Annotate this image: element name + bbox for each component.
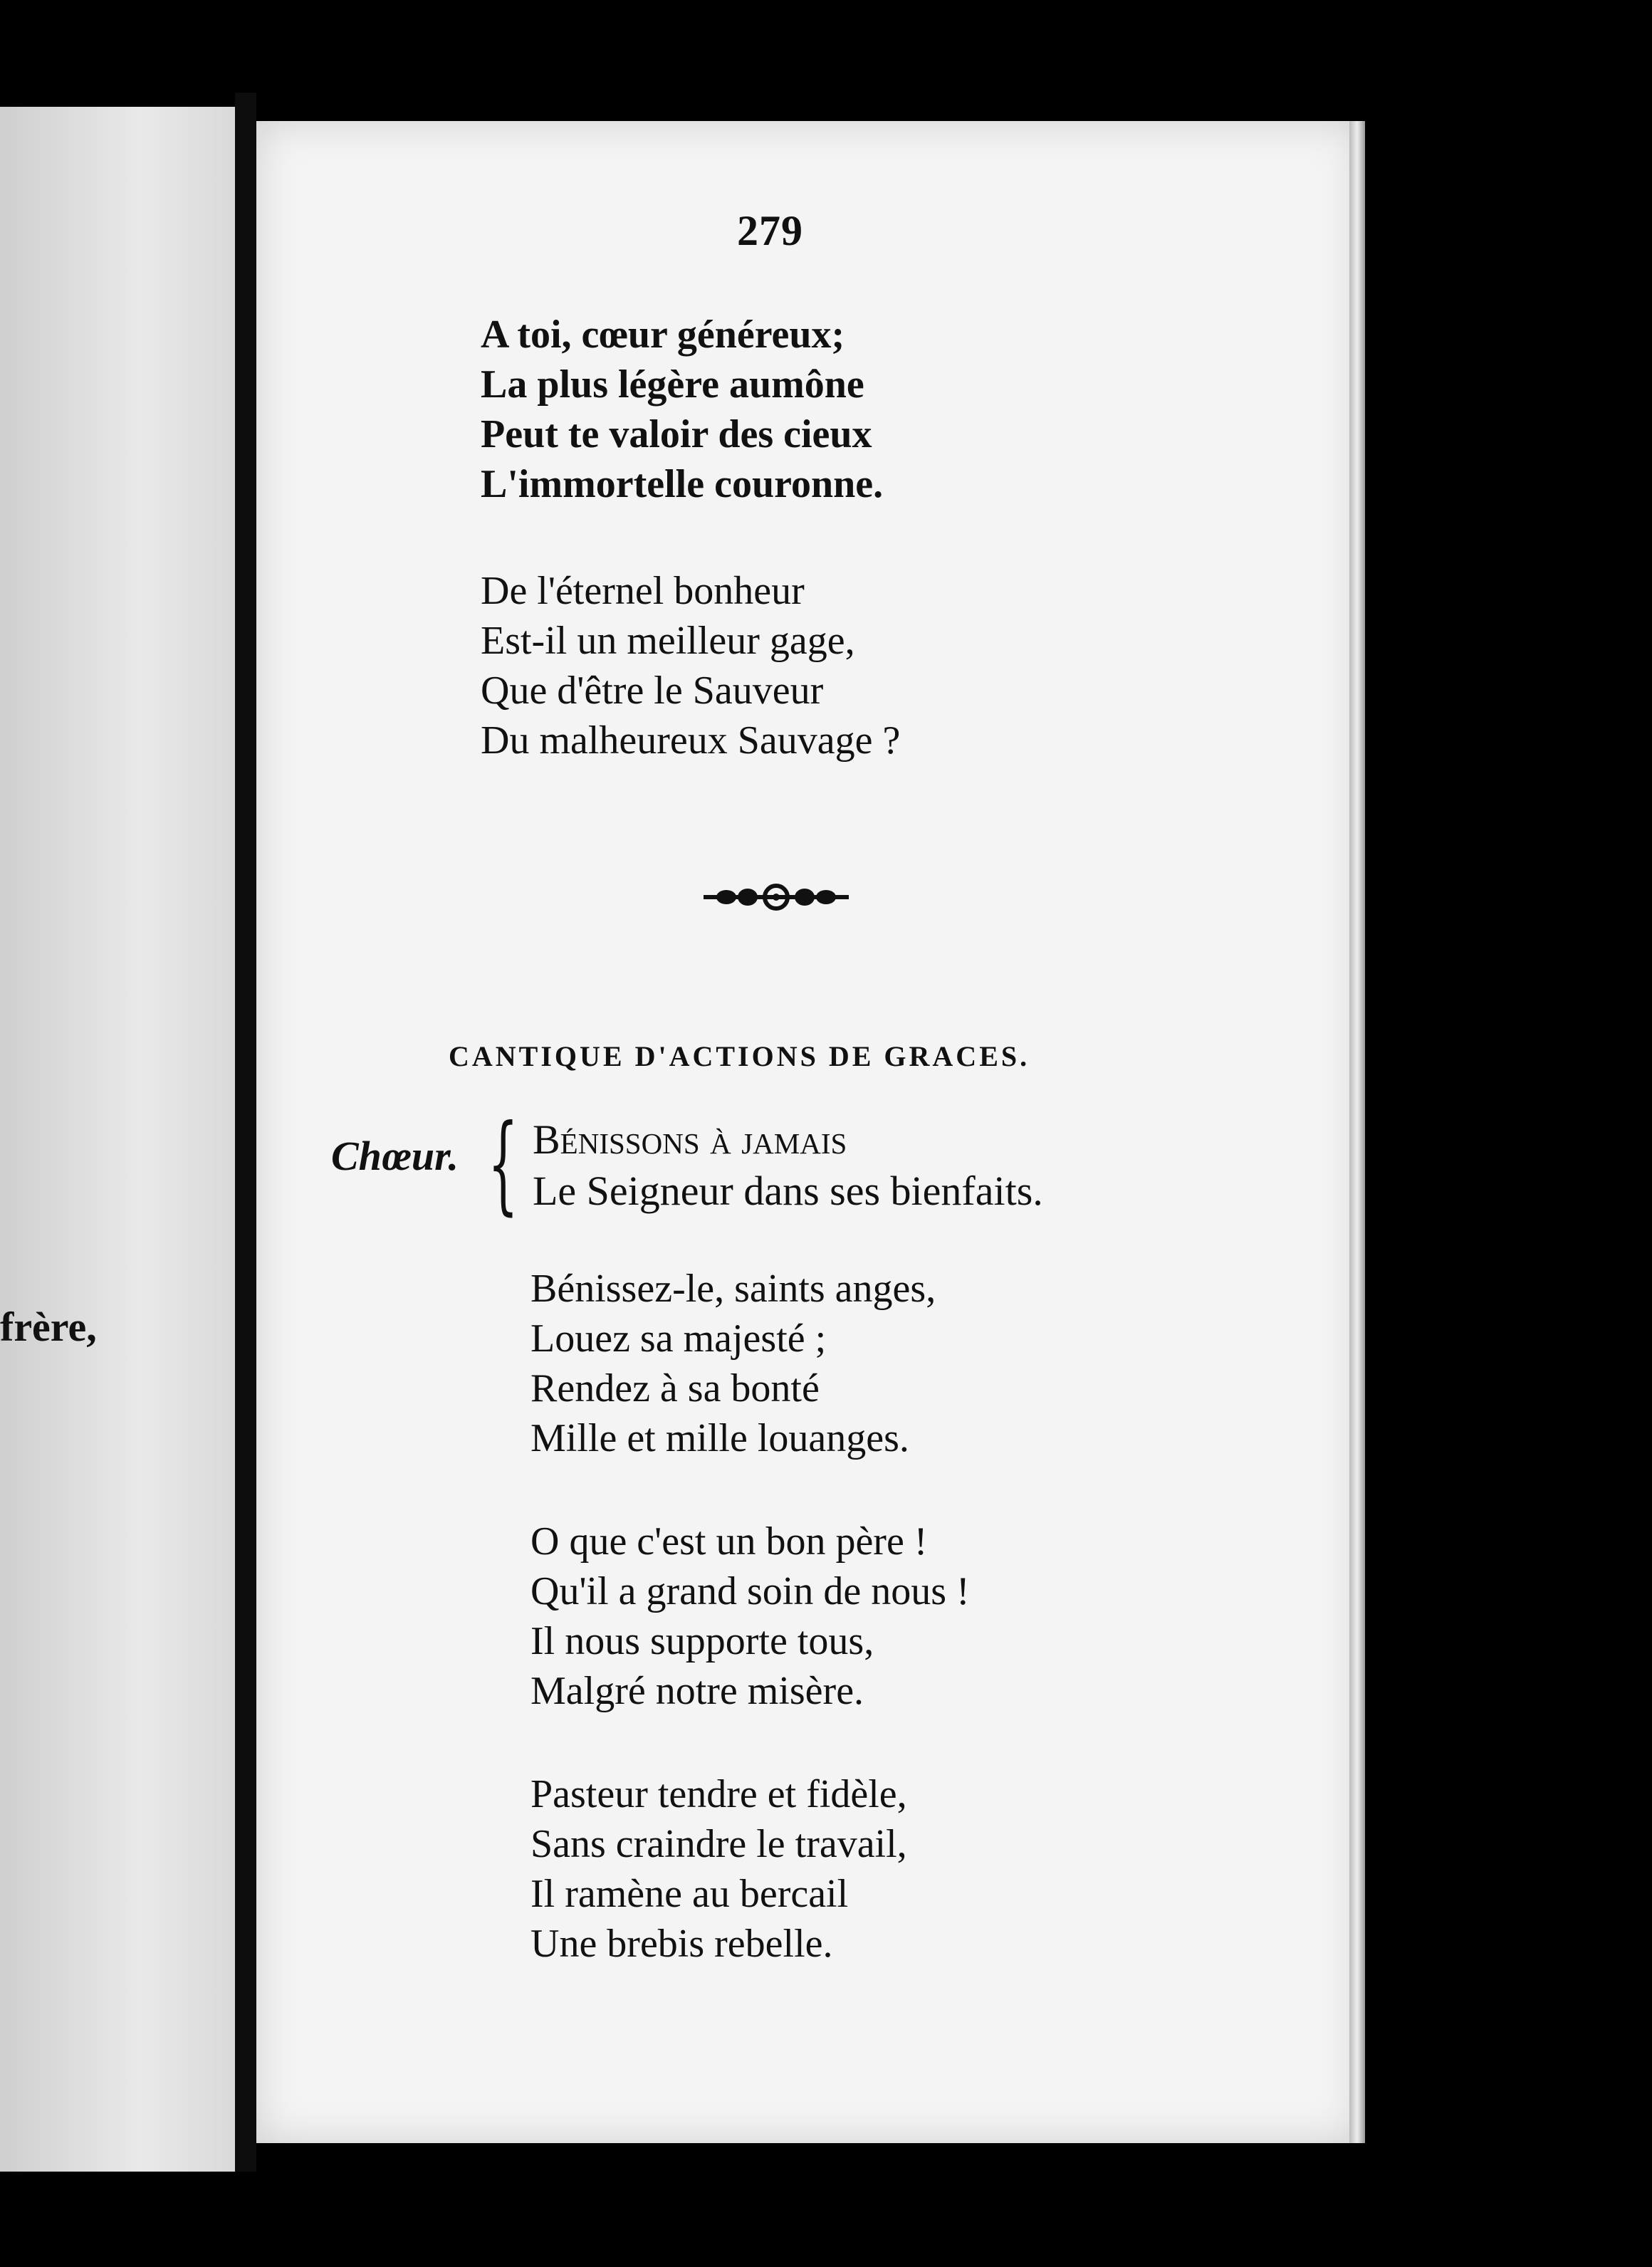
- verse-line: Malgré notre misère.: [530, 1669, 864, 1713]
- verse-line: Il ramène au bercail: [530, 1872, 849, 1916]
- brace-symbol: {: [488, 1102, 518, 1226]
- page-number: 279: [737, 207, 803, 254]
- verse-line: Peut te valoir des cieux: [481, 412, 872, 456]
- verse-line: La plus légère aumône: [481, 362, 864, 407]
- verse-line: Est-il un meilleur gage,: [481, 619, 855, 663]
- previous-page: [0, 107, 235, 2172]
- section-heading: CANTIQUE D'ACTIONS DE GRACES.: [449, 1040, 1030, 1072]
- verse-line: O que c'est un bon père !: [530, 1519, 928, 1564]
- verse-line: A toi, cœur généreux;: [481, 313, 845, 357]
- verse-line: Bénissez-le, saints anges,: [530, 1267, 936, 1311]
- stanza-4: [530, 1517, 970, 1716]
- book-gutter: [235, 93, 256, 2172]
- verse-line: De l'éternel bonheur: [481, 569, 805, 613]
- chorus-label: Chœur.: [331, 1133, 459, 1179]
- chorus-line: Le Seigneur dans ses bienfaits.: [533, 1168, 1043, 1214]
- verse-line: Du malheureux Sauvage ?: [481, 718, 901, 763]
- stanza-2: [481, 566, 900, 765]
- verse-line: Rendez à sa bonté: [530, 1366, 820, 1410]
- verse-line: Une brebis rebelle.: [530, 1922, 833, 1966]
- previous-page-fragment: frère,: [0, 1304, 97, 1350]
- stanza-1: [481, 310, 883, 509]
- verse-line: Sans craindre le travail,: [530, 1822, 907, 1866]
- chorus-lines: [533, 1114, 1043, 1217]
- stanza-5: [530, 1769, 907, 1969]
- verse-line: Il nous supporte tous,: [530, 1619, 874, 1663]
- stanza-3: [530, 1264, 936, 1463]
- verse-line: Que d'être le Sauveur: [481, 669, 824, 713]
- verse-line: Mille et mille louanges.: [530, 1416, 909, 1460]
- verse-line: Pasteur tendre et fidèle,: [530, 1772, 907, 1816]
- verse-line: Louez sa majesté ;: [530, 1316, 827, 1361]
- verse-line: Qu'il a grand soin de nous !: [530, 1569, 970, 1613]
- page-edge: [1349, 121, 1365, 2143]
- verse-line: L'immortelle couronne.: [481, 462, 884, 506]
- chorus-line: Bénissons à jamais: [533, 1116, 847, 1163]
- floral-ornament-icon: [698, 876, 854, 918]
